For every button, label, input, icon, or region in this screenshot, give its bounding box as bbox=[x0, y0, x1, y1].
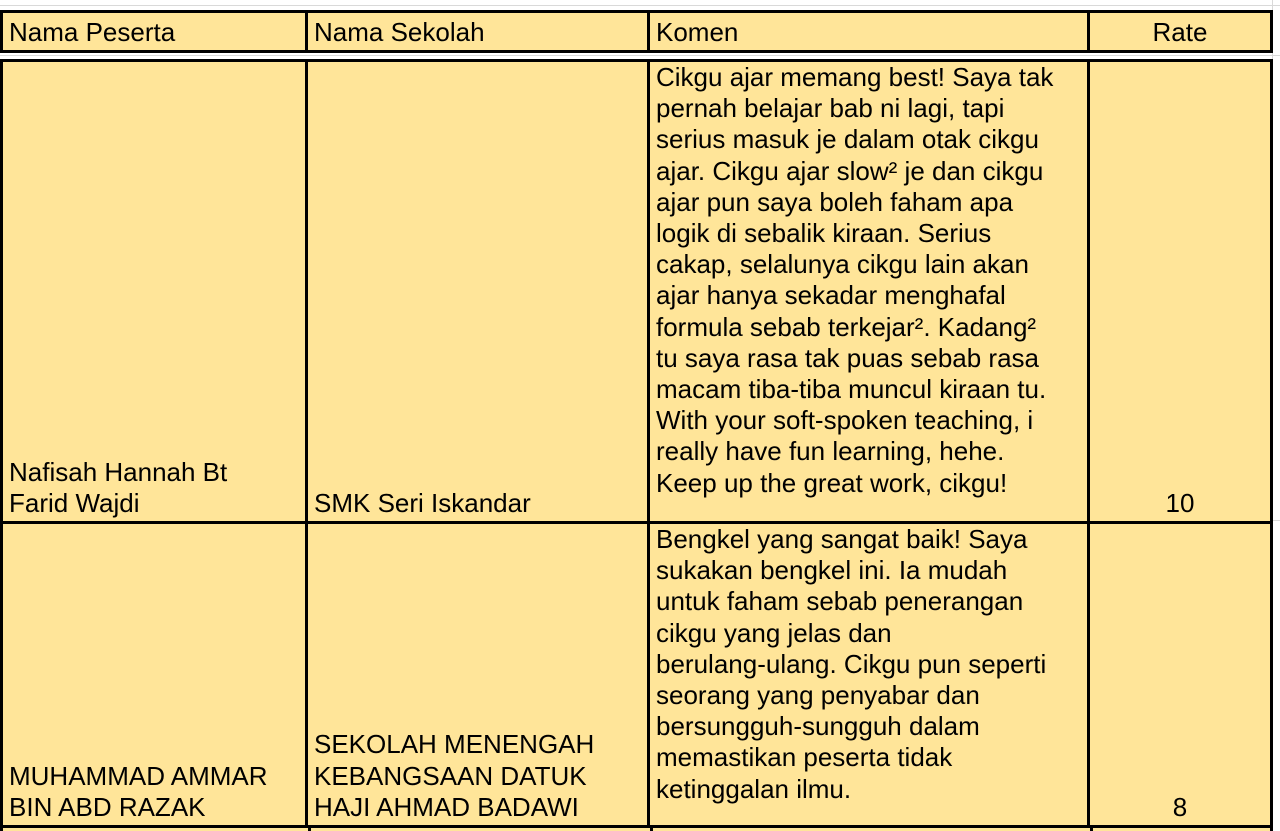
header-name[interactable] bbox=[0, 10, 308, 53]
stub-cell bbox=[650, 825, 1090, 831]
participant-name: MUHAMMAD AMMAR BIN ABD RAZAK bbox=[9, 760, 268, 822]
next-row-stub bbox=[0, 825, 1273, 831]
rate-value: 10 bbox=[1165, 487, 1195, 518]
cell-rate[interactable] bbox=[1090, 59, 1273, 524]
table-row bbox=[0, 59, 1273, 524]
cell-comment[interactable] bbox=[650, 59, 1090, 524]
cell-name[interactable] bbox=[0, 59, 308, 524]
cell-rate[interactable] bbox=[1090, 521, 1273, 828]
comment-text: Cikgu ajar memang best! Saya tak pernah belajar bab ni lagi, tapi serius masuk je dalam otak cikgu ajar. Cikgu ajar slow² je dan cikgu ajar pun saya boleh faham apa logik di sebalik kiraan. Serius cakap, selalunya cikgu lain akan ajar hanya sekadar menghafal formula sebab terkejar². Kadang² tu saya rasa tak puas sebab rasa macam tiba-tiba muncul kiraan tu. With your soft-spoken teaching, i really have fun learning, hehe. Keep up the great work, cikgu! bbox=[656, 62, 1054, 498]
header-row bbox=[0, 10, 1273, 53]
participant-name: Nafisah Hannah Bt Farid Wajdi bbox=[9, 456, 228, 518]
header-comment-label: Komen bbox=[656, 16, 739, 47]
stub-cell bbox=[308, 825, 650, 831]
school-name: SMK Seri Iskandar bbox=[314, 487, 531, 518]
school-name: SEKOLAH MENENGAH KEBANGSAAN DATUK HAJI AHMAD BADAWI bbox=[314, 729, 595, 822]
stub-cell bbox=[0, 825, 308, 831]
header-name-label: Nama Peserta bbox=[9, 16, 176, 47]
header-school-label: Nama Sekolah bbox=[314, 16, 485, 47]
cell-school[interactable] bbox=[308, 521, 650, 828]
comment-text: Bengkel yang sangat baik! Saya sukakan bengkel ini. Ia mudah untuk faham sebab penerangan cikgu yang jelas dan berulang-ulang. Cikgu pun seperti seorang yang penyabar dan bersungguh-sungguh dalam memastikan peserta tidak ketinggalan ilmu. bbox=[656, 524, 1047, 804]
cell-name[interactable] bbox=[0, 521, 308, 828]
header-comment[interactable] bbox=[650, 10, 1090, 53]
header-rate[interactable] bbox=[1090, 10, 1273, 53]
header-school[interactable] bbox=[308, 10, 650, 53]
header-rate-label: Rate bbox=[1152, 16, 1208, 47]
rate-value: 8 bbox=[1172, 791, 1188, 822]
cell-comment[interactable] bbox=[650, 521, 1090, 828]
cell-school[interactable] bbox=[308, 59, 650, 524]
table-row bbox=[0, 521, 1273, 828]
gridline bbox=[0, 5, 1280, 6]
stub-cell bbox=[1090, 825, 1273, 831]
gridline bbox=[0, 55, 1280, 56]
